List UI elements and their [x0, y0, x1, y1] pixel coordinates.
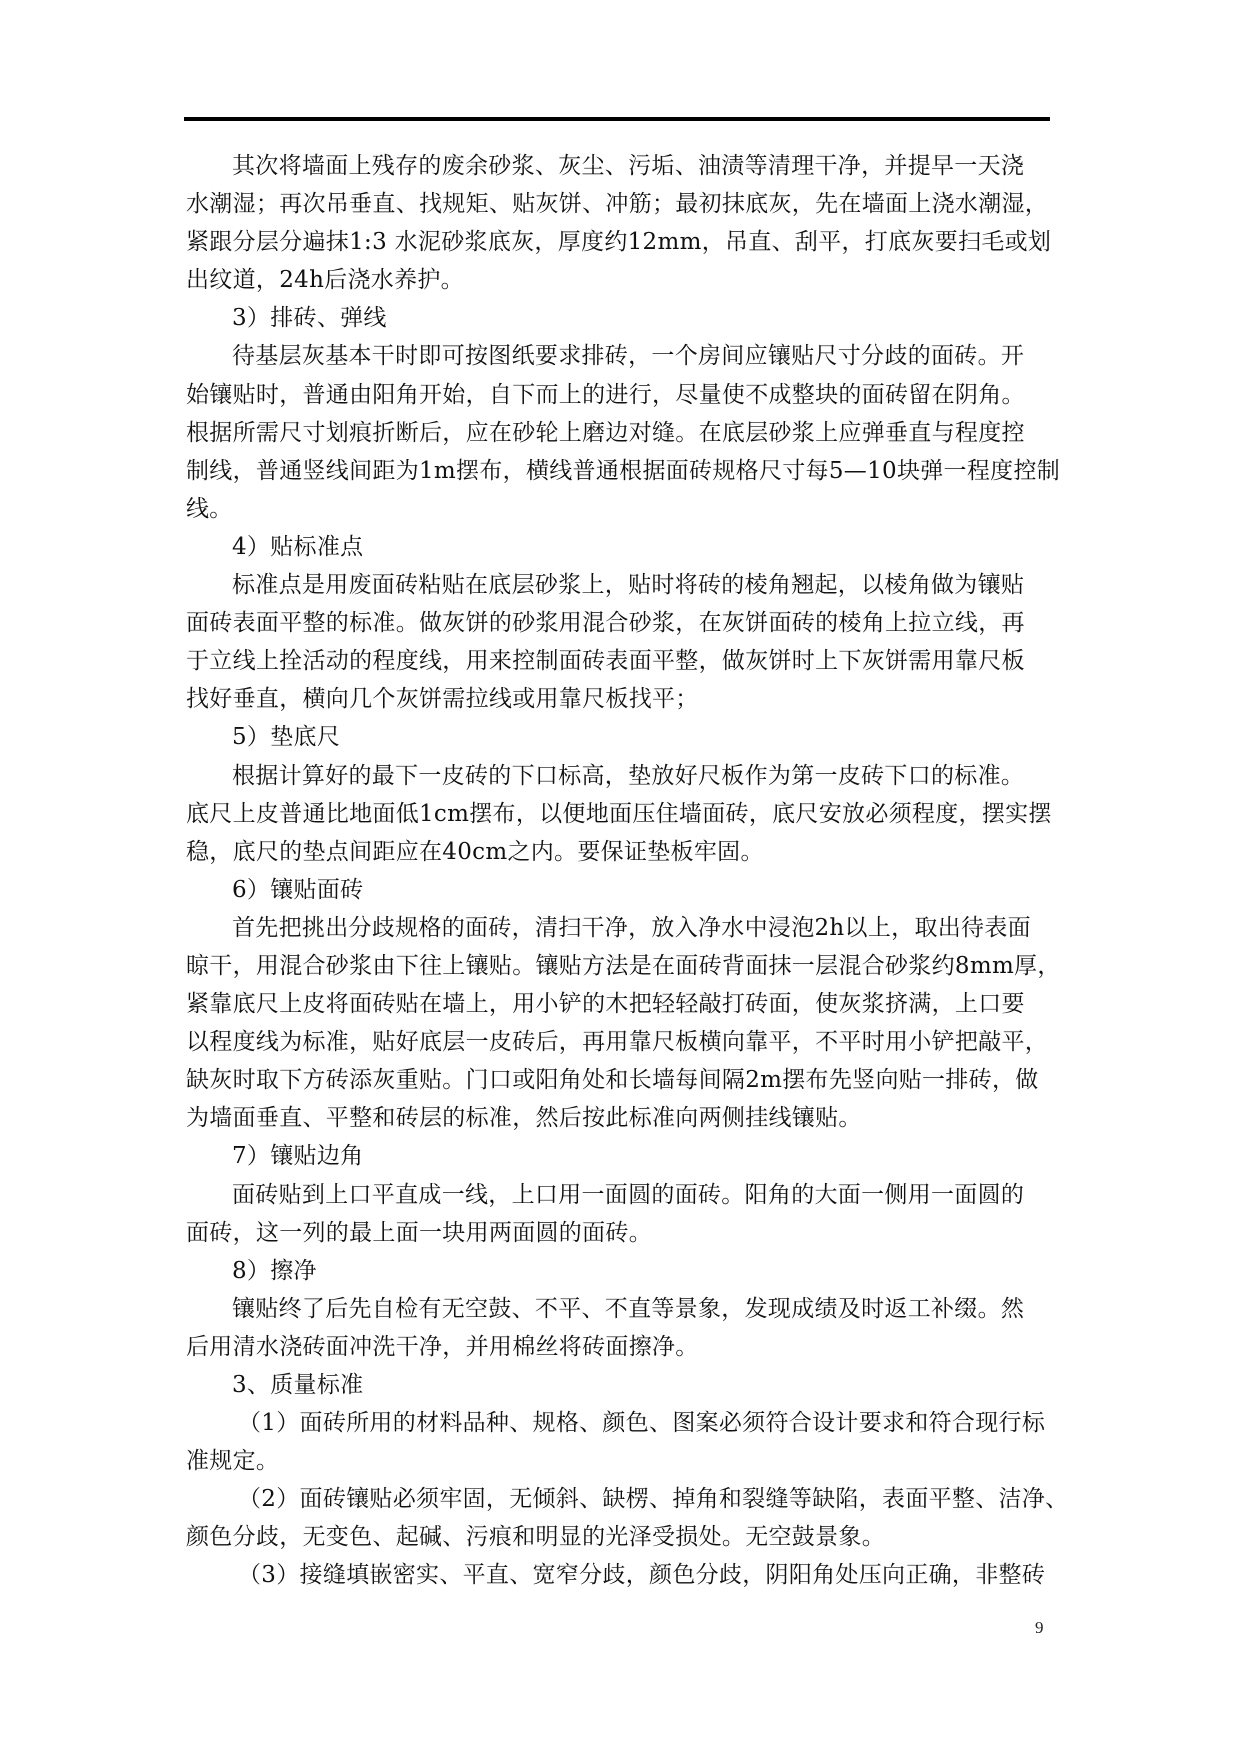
body-line: 晾干，用混合砂浆由下往上镶贴。镶贴方法是在面砖背面抹一层混合砂浆约8mm厚，	[186, 952, 1061, 979]
body-line: 镶贴终了后先自检有无空鼓、不平、不直等景象，发现成绩及时返工补缀。然	[232, 1295, 1025, 1322]
body-line: 出纹道，24h后浇水养护。	[186, 267, 464, 294]
body-line: 其次将墙面上残存的废余砂浆、灰尘、污垢、油渍等清理干净，并提早一天浇	[232, 153, 1025, 179]
body-line: 标准点是用废面砖粘贴在底层砂浆上，贴时将砖的棱角翘起，以棱角做为镶贴	[232, 572, 1025, 599]
body-line: 面砖贴到上口平直成一线，上口用一面圆的面砖。阳角的大面一侧用一面圆的	[232, 1181, 1025, 1208]
body-line: 根据计算好的最下一皮砖的下口标高，垫放好尺板作为第一皮砖下口的标准。	[232, 762, 1025, 789]
body-line: 于立线上拴活动的程度线，用来控制面砖表面平整，做灰饼时上下灰饼需用靠尺板	[186, 648, 1025, 675]
header-rule	[184, 117, 1050, 121]
body-line: 首先把挑出分歧规格的面砖，清扫干净，放入净水中浸泡2h以上，取出待表面	[232, 914, 1031, 941]
body-line: 找好垂直，横向几个灰饼需拉线或用靠尺板找平；	[186, 686, 699, 713]
body-line: 为墙面垂直、平整和砖层的标准，然后按此标准向两侧挂线镶贴。	[186, 1105, 862, 1132]
body-line: 底尺上皮普通比地面低1cm摆布，以便地面压住墙面砖，底尺安放必须程度，摆实摆	[186, 800, 1052, 827]
body-line: 面砖，这一列的最上面一块用两面圆的面砖。	[186, 1219, 652, 1246]
body-line: 后用清水浇砖面冲洗干净，并用棉丝将砖面擦净。	[186, 1333, 699, 1360]
body-line: 紧靠底尺上皮将面砖贴在墙上，用小铲的木把轻轻敲打砖面，使灰浆挤满，上口要	[186, 991, 1025, 1018]
body-line: 线。	[186, 495, 233, 522]
list-item: （1）面砖所用的材料品种、规格、颜色、图案必须符合设计要求和符合现行标	[238, 1410, 1046, 1437]
body-line: 始镶贴时，普通由阳角开始，自下而上的进行，尽量使不成整块的面砖留在阴角。	[186, 381, 1025, 408]
section-heading: 7）镶贴边角	[232, 1143, 364, 1170]
section-heading: 4）贴标准点	[232, 533, 364, 560]
section-heading: 3、质量标准	[232, 1372, 364, 1398]
section-heading: 3）排砖、弹线	[232, 305, 387, 332]
body-line: 以程度线为标准，贴好底层一皮砖后，再用靠尺板横向靠平，不平时用小铲把敲平，	[186, 1029, 1049, 1056]
body-line: 稳，底尺的垫点间距应在40cm之内。要保证垫板牢固。	[186, 838, 764, 865]
section-heading: 5）垫底尺	[232, 724, 341, 751]
body-line: 颜色分歧，无变色、起碱、污痕和明显的光泽受损处。无空鼓景象。	[186, 1524, 885, 1551]
body-line: 根据所需尺寸划痕折断后，应在砂轮上磨边对缝。在底层砂浆上应弹垂直与程度控	[186, 419, 1025, 446]
list-item: （3）接缝填嵌密实、平直、宽窄分歧，颜色分歧，阴阳角处压向正确，非整砖	[238, 1562, 1046, 1589]
body-line: 缺灰时取下方砖添灰重贴。门口或阳角处和长墙每间隔2m摆布先竖向贴一排砖，做	[186, 1067, 1039, 1094]
body-line: 面砖表面平整的标准。做灰饼的砂浆用混合砂浆，在灰饼面砖的棱角上拉立线，再	[186, 610, 1025, 637]
body-line: 待基层灰基本干时即可按图纸要求排砖，一个房间应镶贴尺寸分歧的面砖。开	[232, 343, 1025, 370]
section-heading: 6）镶贴面砖	[232, 876, 364, 903]
body-line: 紧跟分层分遍抹1:3 水泥砂浆底灰，厚度约12mm，吊直、刮平，打底灰要扫毛或划	[186, 229, 1052, 256]
body-line: 准规定。	[186, 1448, 280, 1475]
body-line: 水潮湿；再次吊垂直、找规矩、贴灰饼、冲筋；最初抹底灰，先在墙面上浇水潮湿，	[186, 191, 1049, 218]
document-body	[186, 147, 1076, 1595]
body-line: 制线，普通竖线间距为1m摆布，横线普通根据面砖规格尺寸每5—10块弹一程度控制	[186, 457, 1061, 484]
section-heading: 8）擦净	[232, 1257, 317, 1284]
page-number: 9	[1035, 1618, 1044, 1637]
list-item: （2）面砖镶贴必须牢固，无倾斜、缺楞、掉角和裂缝等缺陷，表面平整、洁净、	[238, 1486, 1069, 1513]
